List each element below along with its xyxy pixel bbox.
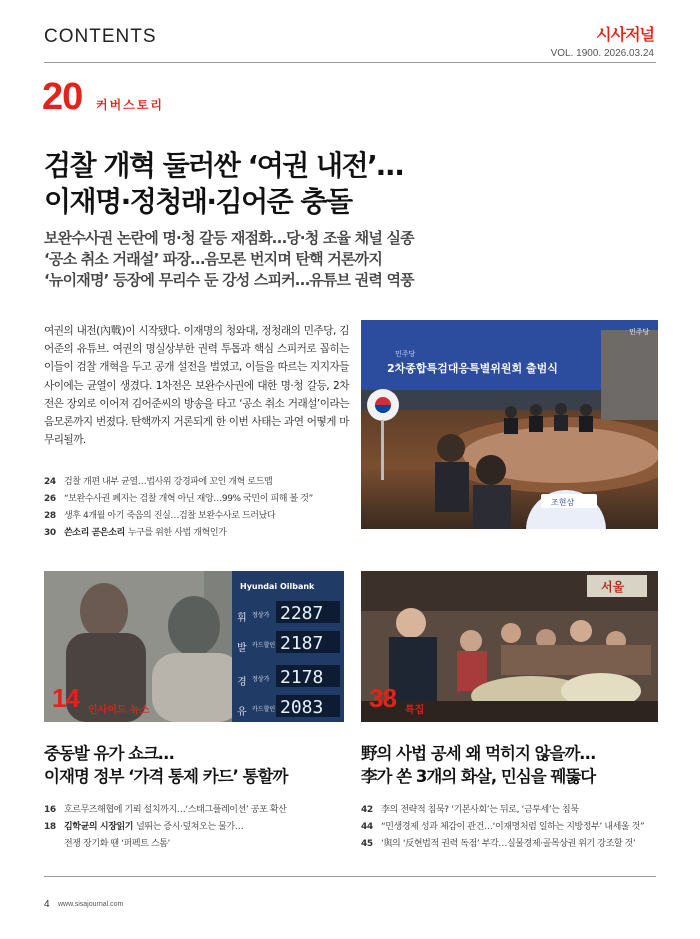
price-row-side: 유 [237, 707, 247, 718]
toc-page-number: 24 [44, 477, 56, 487]
feature-label: 특집 [405, 705, 425, 716]
cover-story-headline[interactable] [44, 148, 664, 220]
price-value: 2287 [280, 603, 324, 624]
cover-story-toc [44, 474, 354, 542]
feature-title[interactable] [361, 742, 658, 788]
photo-corner-badge: 민주당 [629, 328, 650, 336]
toc-title: 李의 전략적 침묵? ‘기본사회’는 뒤로, ‘금투세’는 침묵 [381, 805, 579, 815]
toc-page-number: 44 [361, 822, 373, 832]
toc-item[interactable] [361, 802, 658, 819]
meeting-illustration [361, 320, 658, 529]
insider-news-title-line-1: 중동발 유가 쇼크… [44, 744, 174, 763]
market-shop-sign: 서울 [601, 580, 625, 594]
cover-story-lead: 여권의 내전(內戰)이 시작됐다. 이재명의 청와대, 정청래의 민주당, 김어준의 유튜브. 여권의 명실상부한 권력 투톱과 핵심 스피커로 꼽히는 이들이 검찰 개혁을 두고 공개 설전을 벌였고, 이들을 따르는 지지자들 사이에는 균열이 생겼다. 1차전은 보완수사권에 대한 명·청 갈등, 2차전은 장외로 이어져 김어준씨의 방송을 타고 ‘공소 취소 거래설’이라는 음모론까지 번졌다. 탄핵까지 거론되게 한 이번 사태는 과연 어떻게 마무리될까. [44, 325, 349, 447]
insider-news-title-line-2: 이재명 정부 ‘가격 통제 카드’ 통할까 [44, 767, 288, 786]
toc-title: 검찰 개편 내부 균열…법사위 강경파에 꼬인 개혁 로드맵 [64, 477, 273, 487]
feature-title-line-2: 李가 쏜 3개의 화살, 민심을 꿰뚫다 [361, 767, 596, 786]
cover-story-page-number: 20 [42, 76, 83, 118]
brand-logo: 시사저널 [596, 25, 654, 44]
photo-banner-small: 민주당 [395, 350, 416, 358]
toc-title: “민생경제 성과 체감이 관건…‘이재명처럼 일하는 지방정부’ 내세울 것” [381, 822, 645, 832]
page-number: 4 [44, 899, 50, 910]
site-url[interactable]: www.sisajournal.com [58, 901, 124, 908]
insider-news-label: 인사이드 뉴스 [88, 705, 150, 716]
toc-item[interactable] [44, 491, 354, 508]
gas-station-illustration [44, 571, 344, 722]
toc-item[interactable] [44, 474, 354, 491]
toc-title: ‘與의 ‘反현법적 권력 독점’ 부각…실물경제·골목상권 위기 강조할 것’ [381, 839, 636, 849]
price-row-type: 카드할인 [252, 706, 276, 713]
insider-news-toc [44, 802, 349, 853]
price-value: 2178 [280, 667, 324, 688]
insider-news-photo[interactable] [44, 571, 344, 722]
price-row-type: 정상가 [252, 676, 270, 683]
feature-photo[interactable] [361, 571, 658, 722]
header-rule [44, 62, 656, 63]
toc-item[interactable] [361, 836, 658, 853]
toc-item[interactable] [361, 819, 658, 836]
toc-item[interactable] [44, 819, 349, 836]
price-value: 2187 [280, 633, 324, 654]
subhead: 보완수사권 논란에 명·청 갈등 재점화…당·청 조율 채널 실종 [44, 229, 414, 247]
toc-page-number: 45 [361, 839, 373, 849]
headline-line-1: 검찰 개혁 둘러싼 ‘여권 내전’… [44, 149, 403, 182]
toc-title: 전쟁 장기화 땐 ‘퍼펙트 스톰’ [64, 839, 170, 849]
cover-story-subheads [44, 228, 664, 291]
toc-item[interactable] [44, 525, 354, 542]
toc-title: “보완수사권 폐지는 검찰 개혁 아닌 재앙…99% 국민이 피해 볼 것” [64, 494, 313, 504]
toc-column-name: 김학균의 시장읽기 [64, 822, 134, 832]
toc-page-number: 42 [361, 805, 373, 815]
price-row-side: 휘 [237, 613, 247, 624]
feature-page-number: 38 [369, 683, 396, 713]
cover-story-photo[interactable] [361, 320, 658, 529]
toc-title: 널뛰는 증시·덮쳐오는 물가… [136, 822, 244, 832]
section-header-title: CONTENTS [44, 26, 157, 47]
toc-column-name: 쓴소리 곧은소리 [64, 528, 125, 538]
volume-info: VOL. 1900. 2026.03.24 [550, 48, 654, 59]
toc-page-number: 30 [44, 528, 56, 538]
toc-title: 누구를 위한 사법 개혁인가 [127, 528, 227, 538]
feature-title-line-1: 野의 사법 공세 왜 먹히지 않을까… [361, 744, 595, 763]
pricing-sign-brand: Hyundai Oilbank [240, 582, 315, 591]
price-row-type: 정상가 [252, 612, 270, 619]
subhead: ‘뉴이재명’ 등장에 무리수 둔 강성 스피커…유튜브 권력 역풍 [44, 271, 414, 289]
cover-story-label: 커버스토리 [96, 98, 164, 112]
toc-title: 생후 4개월 아기 죽음의 진실…검찰 보완수사로 드러났다 [64, 511, 276, 521]
toc-page-number: 26 [44, 494, 56, 504]
price-value: 2083 [280, 697, 324, 718]
footer-rule [44, 876, 656, 877]
price-row-side: 경 [237, 677, 247, 688]
insider-news-page-number: 14 [52, 683, 79, 713]
price-row-side: 발 [237, 643, 247, 654]
toc-page-number: 18 [44, 822, 56, 832]
subhead: ‘공소 취소 거래설’ 파장…음모론 번지며 탄핵 거론까지 [44, 250, 383, 268]
insider-news-title[interactable] [44, 742, 349, 788]
market-crowd-illustration [361, 571, 658, 722]
feature-toc [361, 802, 658, 853]
toc-page-number: 16 [44, 805, 56, 815]
toc-page-number: 28 [44, 511, 56, 521]
toc-item[interactable] [44, 802, 349, 819]
price-row-type: 카드할인 [252, 642, 276, 649]
toc-item[interactable] [44, 508, 354, 525]
photo-banner-main: 2차종합특검대응특별위원회 출범식 [387, 362, 558, 375]
toc-title: 호르무즈해협에 기뢰 설치까지…‘스태그플레이션’ 공포 확산 [64, 805, 287, 815]
toc-item[interactable] [44, 836, 349, 853]
toc-page-number [44, 836, 64, 853]
headline-line-2: 이재명·정청래·김어준 충돌 [44, 185, 352, 218]
photo-nameplate: 조현삼 [551, 498, 575, 507]
